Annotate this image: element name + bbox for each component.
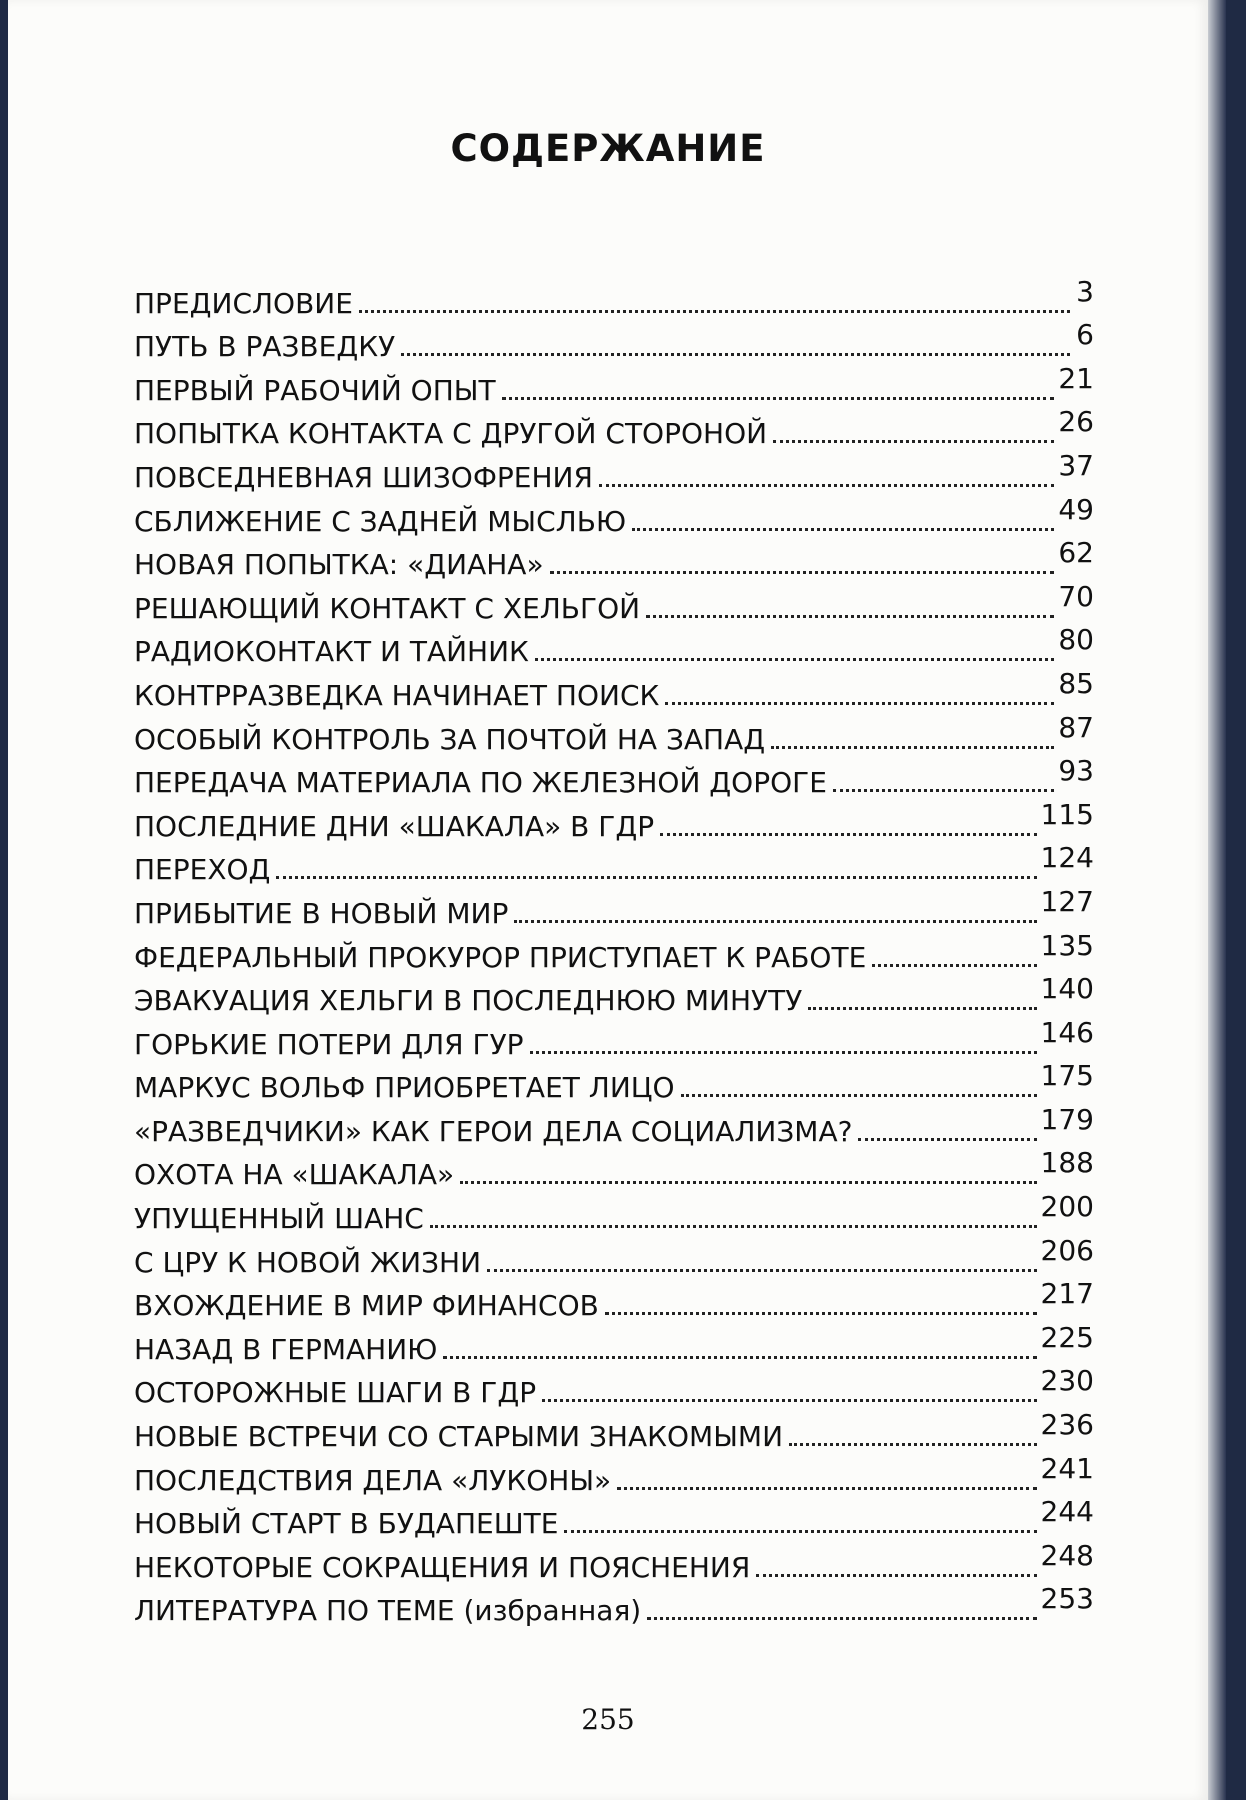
toc-entry-page: 241 [1040, 1451, 1094, 1485]
toc-entry-title: ПРЕДИСЛОВИЕ [134, 290, 357, 318]
toc-entry-title: СБЛИЖЕНИЕ С ЗАДНЕЙ МЫСЛЬЮ [134, 508, 630, 536]
toc-entry-page: 206 [1040, 1233, 1094, 1267]
toc-entry [134, 754, 1094, 798]
toc-entry [134, 1320, 1094, 1364]
toc-entry-title: РЕШАЮЩИЙ КОНТАКТ С ХЕЛЬГОЙ [134, 595, 644, 623]
toc-entry-page: 124 [1040, 841, 1094, 875]
dot-leader [514, 920, 1036, 923]
toc-entry-page: 85 [1058, 666, 1094, 700]
toc-entry-page: 70 [1058, 579, 1094, 613]
dot-leader [756, 1574, 1036, 1577]
toc-entry [134, 536, 1094, 580]
dot-leader [502, 397, 1055, 400]
toc-entry-page: 225 [1040, 1320, 1094, 1354]
toc-entry-title: ВХОЖДЕНИЕ В МИР ФИНАНСОВ [134, 1292, 603, 1320]
toc-entry-title: ПОСЛЕДНИЕ ДНИ «ШАКАЛА» В ГДР [134, 813, 658, 841]
toc-entry [134, 274, 1094, 318]
toc-entry [134, 1538, 1094, 1582]
toc-entry-page: 217 [1040, 1277, 1094, 1311]
toc-entry-title: ПРИБЫТИЕ В НОВЫЙ МИР [134, 900, 512, 928]
dot-leader [430, 1225, 1037, 1228]
toc-entry-page: 127 [1040, 884, 1094, 918]
toc-entry [134, 972, 1094, 1016]
toc-entry [134, 884, 1094, 928]
toc-entry-page: 62 [1058, 536, 1094, 570]
toc-entry-page: 200 [1040, 1190, 1094, 1224]
toc-entry-page: 248 [1040, 1538, 1094, 1572]
dot-leader [808, 1007, 1036, 1010]
toc-entry-title: НАЗАД В ГЕРМАНИЮ [134, 1336, 441, 1364]
dot-leader [647, 1617, 1036, 1620]
table-of-contents [134, 274, 1094, 1628]
toc-entry-title: НОВАЯ ПОПЫТКА: «ДИАНА» [134, 551, 548, 579]
dot-leader [443, 1356, 1036, 1359]
dot-leader [542, 1399, 1036, 1402]
toc-entry-page: 188 [1040, 1146, 1094, 1180]
toc-entry-page: 37 [1058, 448, 1094, 482]
toc-entry-title: НОВЫЕ ВСТРЕЧИ СО СТАРЫМИ ЗНАКОМЫМИ [134, 1423, 787, 1451]
toc-entry-page: 230 [1040, 1364, 1094, 1398]
dot-leader [359, 310, 1070, 313]
toc-entry-page: 244 [1040, 1495, 1094, 1529]
dot-leader [646, 615, 1054, 618]
toc-entry [134, 1407, 1094, 1454]
toc-entry-title: НОВЫЙ СТАРТ В БУДАПЕШТЕ [134, 1510, 562, 1538]
dot-leader [632, 528, 1054, 531]
toc-entry-title: ПЕРЕДАЧА МАТЕРИАЛА ПО ЖЕЛЕЗНОЙ ДОРОГЕ [134, 769, 831, 797]
dot-leader [858, 1138, 1036, 1141]
toc-entry-title: «РАЗВЕДЧИКИ» КАК ГЕРОИ ДЕЛА СОЦИАЛИЗМА? [134, 1118, 856, 1146]
dot-leader [460, 1181, 1036, 1184]
toc-entry-title: ПОПЫТКА КОНТАКТА С ДРУГОЙ СТОРОНОЙ [134, 420, 771, 448]
toc-entry-title: НЕКОТОРЫЕ СОКРАЩЕНИЯ И ПОЯСНЕНИЯ [134, 1554, 754, 1582]
dot-leader [605, 1312, 1037, 1315]
toc-entry-title: ПОСЛЕДСТВИЯ ДЕЛА «ЛУКОНЫ» [134, 1467, 615, 1495]
page-edge [1208, 0, 1226, 1800]
toc-entry-title: ЛИТЕРАТУРА ПО ТЕМЕ (избранная) [134, 1597, 645, 1625]
toc-entry [134, 1015, 1094, 1059]
toc-entry-page: 49 [1058, 492, 1094, 526]
dot-leader [771, 746, 1054, 749]
toc-entry-page: 21 [1058, 361, 1094, 395]
dot-leader [665, 702, 1054, 705]
toc-entry-title: МАРКУС ВОЛЬФ ПРИОБРЕТАЕТ ЛИЦО [134, 1074, 679, 1102]
toc-entry [134, 1059, 1094, 1103]
page-number: 255 [581, 1703, 635, 1736]
toc-entry-page: 115 [1040, 797, 1094, 831]
toc-entry-title: ПУТЬ В РАЗВЕДКУ [134, 333, 399, 361]
toc-entry [134, 1146, 1094, 1190]
toc-entry [134, 1189, 1094, 1236]
toc-entry [134, 710, 1094, 754]
toc-entry [134, 841, 1094, 885]
toc-entry-page: 140 [1040, 972, 1094, 1006]
toc-entry [134, 1364, 1094, 1408]
toc-entry [134, 1233, 1094, 1277]
toc-entry [134, 492, 1094, 536]
toc-entry [134, 1277, 1094, 1321]
toc-entry-page: 26 [1058, 405, 1094, 439]
toc-entry-title: ПЕРЕХОД [134, 856, 274, 884]
dot-leader [535, 658, 1054, 661]
toc-entry [134, 405, 1094, 449]
dot-leader [773, 440, 1054, 443]
toc-entry [134, 928, 1094, 972]
toc-entry [134, 1102, 1094, 1146]
dot-leader [276, 876, 1036, 879]
toc-entry [134, 1451, 1094, 1495]
dot-leader [550, 571, 1055, 574]
dot-leader [401, 353, 1070, 356]
toc-entry [134, 318, 1094, 362]
toc-entry-title: УПУЩЕННЫЙ ШАНС [134, 1205, 428, 1233]
dot-leader [617, 1487, 1036, 1490]
toc-entry-page: 93 [1058, 754, 1094, 788]
toc-entry-title: ОСТОРОЖНЫЕ ШАГИ В ГДР [134, 1379, 540, 1407]
toc-entry [134, 797, 1094, 841]
toc-entry-page: 253 [1040, 1582, 1094, 1616]
toc-entry-title: РАДИОКОНТАКТ И ТАЙНИК [134, 638, 533, 666]
dot-leader [872, 964, 1036, 967]
toc-entry-title: ЭВАКУАЦИЯ ХЕЛЬГИ В ПОСЛЕДНЮЮ МИНУТУ [134, 987, 806, 1015]
dot-leader [530, 1051, 1037, 1054]
toc-entry [134, 448, 1094, 492]
toc-entry [134, 1495, 1094, 1539]
toc-entry-title: ОСОБЫЙ КОНТРОЛЬ ЗА ПОЧТОЙ НА ЗАПАД [134, 726, 769, 754]
dot-leader [599, 484, 1054, 487]
toc-entry-page: 179 [1040, 1102, 1094, 1136]
toc-entry-page: 146 [1040, 1015, 1094, 1049]
dot-leader [681, 1094, 1037, 1097]
toc-entry [134, 361, 1094, 405]
toc-entry-title: ПОВСЕДНЕВНАЯ ШИЗОФРЕНИЯ [134, 464, 597, 492]
toc-entry-page: 3 [1076, 274, 1094, 308]
dot-leader [564, 1530, 1036, 1533]
dot-leader [833, 789, 1054, 792]
dot-leader [660, 833, 1036, 836]
toc-entry-title: ПЕРВЫЙ РАБОЧИЙ ОПЫТ [134, 377, 500, 405]
toc-entry [134, 579, 1094, 623]
book-page [8, 0, 1208, 1800]
toc-entry [134, 623, 1094, 667]
dot-leader [487, 1269, 1036, 1272]
toc-entry-page: 236 [1040, 1408, 1094, 1442]
page-title: СОДЕРЖАНИЕ [450, 127, 766, 170]
toc-entry-title: ГОРЬКИЕ ПОТЕРИ ДЛЯ ГУР [134, 1031, 528, 1059]
dot-leader [789, 1443, 1037, 1446]
toc-entry-title: КОНТРРАЗВЕДКА НАЧИНАЕТ ПОИСК [134, 682, 663, 710]
toc-entry-page: 175 [1040, 1059, 1094, 1093]
toc-entry-title: ФЕДЕРАЛЬНЫЙ ПРОКУРОР ПРИСТУПАЕТ К РАБОТЕ [134, 944, 870, 972]
toc-entry [134, 666, 1094, 710]
toc-entry-page: 135 [1040, 928, 1094, 962]
toc-entry-title: С ЦРУ К НОВОЙ ЖИЗНИ [134, 1249, 485, 1277]
toc-entry-title: ОХОТА НА «ШАКАЛА» [134, 1161, 458, 1189]
toc-entry-page: 80 [1058, 623, 1094, 657]
toc-entry [134, 1582, 1094, 1626]
toc-entry-page: 87 [1058, 710, 1094, 744]
toc-entry-page: 6 [1076, 318, 1094, 352]
